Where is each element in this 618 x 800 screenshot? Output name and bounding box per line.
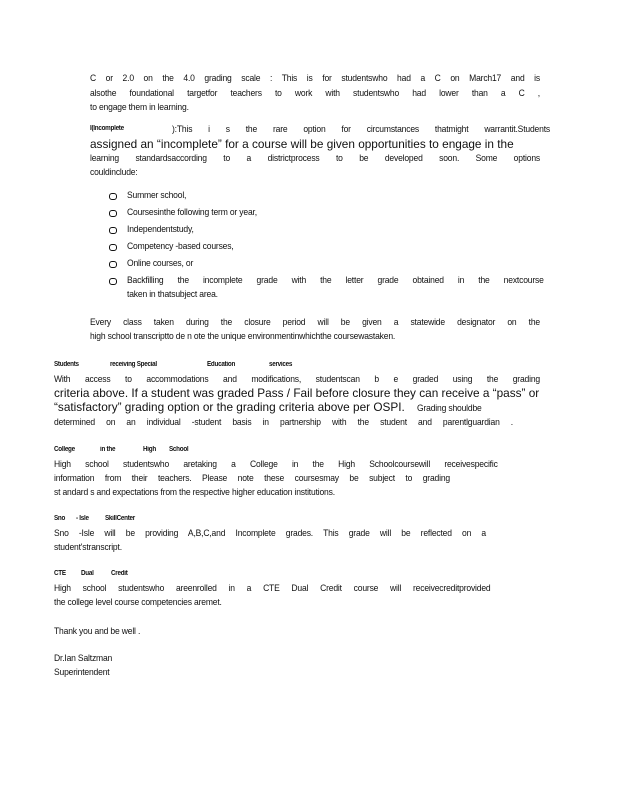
section-heading-part: Credit — [111, 570, 128, 577]
paragraph-line: High school studentswho areenrolled in a CTE Dual Credit course will receivecreditprovided — [54, 583, 491, 594]
circle-bullet-icon — [109, 244, 117, 251]
section-heading-part: - Isle — [76, 515, 89, 522]
section-heading-part: CTE — [54, 570, 66, 577]
section-heading-part: Sno — [54, 515, 66, 522]
term-heading: I(Incomplete — [90, 125, 124, 132]
list-item: Competency -based courses, — [127, 241, 234, 252]
paragraph-line: criteria above. If a student was graded Pass / Fail before closure they can receive a “pass” or — [54, 386, 540, 400]
list-item: Coursesinthe following term or year, — [127, 207, 257, 218]
list-item-continuation: taken in thatsubject area. — [127, 289, 218, 300]
paragraph-line: ):This i s the rare option for circumstances thatmight warrantit.Students — [172, 124, 550, 135]
circle-bullet-icon — [109, 261, 117, 268]
section-heading-part: High — [143, 446, 156, 453]
paragraph-line: to engage them in learning. — [90, 102, 189, 113]
section-heading-part: SkillCenter — [105, 515, 135, 522]
paragraph-line: With access to accommodations and modifications, studentscan b e graded using the grading — [54, 374, 540, 385]
paragraph-line: Every class taken during the closure period will be given a statewide designator on the — [90, 317, 540, 328]
paragraph-line: determined on an individual -student basis in partnership with the student and parentlguardian . — [54, 417, 513, 428]
section-heading-part: receiving Special — [110, 361, 157, 368]
paragraph-line: student'stranscript. — [54, 542, 122, 553]
paragraph-line: Grading shouldbe — [417, 403, 482, 414]
list-item: Summer school, — [127, 190, 187, 201]
circle-bullet-icon — [109, 278, 117, 285]
list-item: Backfilling the incomplete grade with the letter grade obtained in the nextcourse — [127, 275, 544, 286]
paragraph-line: high school transcriptto de n ote the unique environmentinwhichthe coursewastaken. — [90, 331, 396, 342]
section-heading-part: services — [269, 361, 293, 368]
section-heading-part: School — [169, 446, 189, 453]
paragraph-line: information from their teachers. Please note these coursesmay be subject to grading — [54, 473, 450, 484]
paragraph-line: C or 2.0 on the 4.0 grading scale : This is for studentswho had a C on March17 and is — [90, 73, 540, 84]
signature-title: Superintendent — [54, 667, 110, 678]
circle-bullet-icon — [109, 210, 117, 217]
section-heading-part: Students — [54, 361, 79, 368]
paragraph-line: the college level course competencies aremet. — [54, 597, 222, 608]
section-heading-part: in the — [100, 446, 116, 453]
section-heading-part: College — [54, 446, 75, 453]
signature-name: Dr.Ian Saltzman — [54, 653, 113, 664]
list-item: Independentstudy, — [127, 224, 194, 235]
circle-bullet-icon — [109, 227, 117, 234]
section-heading-part: Education — [207, 361, 236, 368]
paragraph-line: couldinclude: — [90, 167, 138, 178]
paragraph-line: alsothe foundational targetfor teachers to work with studentswho had lower than a C , — [90, 88, 540, 99]
paragraph-line: learning standardsaccording to a districtprocess to be developed soon. Some options — [90, 153, 540, 164]
paragraph-line: “satisfactory” grading option or the grading criteria above per OSPI. — [54, 400, 405, 414]
list-item: Online courses, or — [127, 258, 194, 269]
section-heading-part: Dual — [81, 570, 94, 577]
paragraph-line: High school studentswho aretaking a College in the High Schoolcoursewill receivespecific — [54, 459, 498, 470]
paragraph-line: st andard s and expectations from the respective higher education institutions. — [54, 487, 335, 498]
paragraph-line: assigned an “incomplete” for a course will be given opportunities to engage in the — [90, 137, 514, 151]
closing-line: Thank you and be well . — [54, 626, 141, 637]
paragraph-line: Sno -Isle will be providing A,B,C,and Incomplete grades. This grade will be reflected on a — [54, 528, 486, 539]
circle-bullet-icon — [109, 193, 117, 200]
